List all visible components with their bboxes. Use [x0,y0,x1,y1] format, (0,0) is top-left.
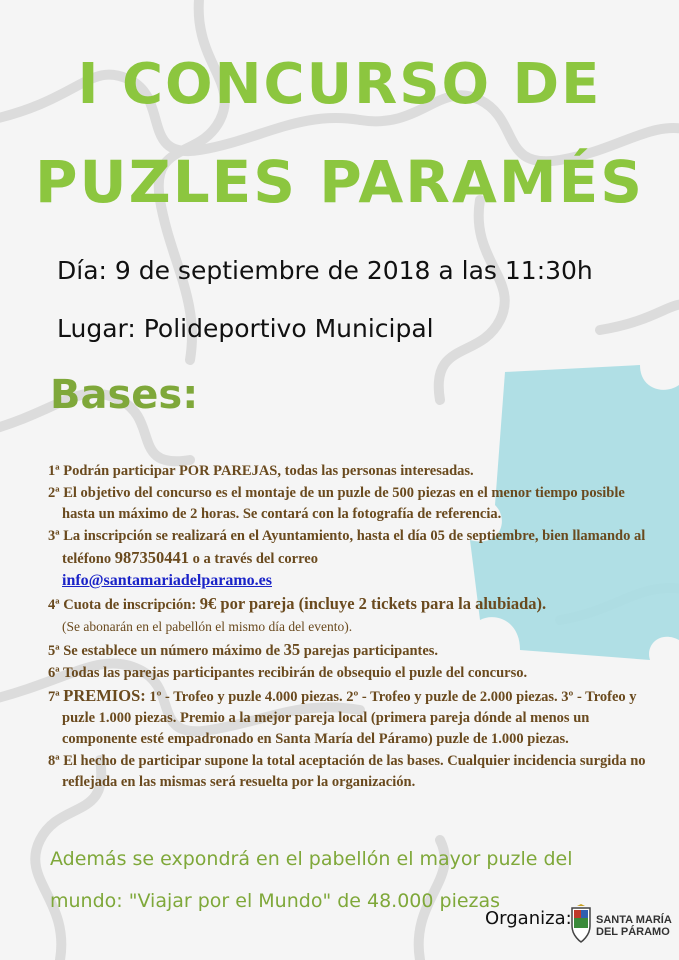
rule-1: 1ª Podrán participar POR PAREJAS, todas las personas interesadas. [48,463,474,479]
rule-4 [48,593,648,638]
rules-list [48,461,648,794]
rule-3-text-end: o a través del correo [189,551,318,567]
rule-7-text: 1º - Trofeo y puzle 4.000 piezas. 2º - Trofeo y puzle de 2.000 piezas. 3º - Trofeo y puzle 1.000 piezas. Premio a la mejor pareja local (primera pareja dónde al menos un componente esté empadronado en Santa María del Páramo) puzle de 1.000 piezas. [62,689,637,747]
title-line-2: PUZLES PARAMÉS [35,148,644,216]
rule-2: 2ª El objetivo del concurso es el montaje de un puzle de 500 piezas en el menor tiempo posible hasta un máximo de 2 horas. Se contará con la fotografía de referencia. [48,485,625,522]
organiza-label: Organiza: [485,908,572,929]
footer-announcement: Además se expondrá en el pabellón el mayor puzle del mundo: "Viajar por el Mundo" de 48.000 piezas [50,848,573,912]
rule-5-text-end: parejas participantes. [300,643,439,659]
event-date: Día: 9 de septiembre de 2018 a las 11:30h [57,256,593,285]
email-link[interactable]: info@santamariadelparamo.es [62,572,272,589]
town-logo-text [596,914,672,938]
rule-4-note: (Se abonarán en el pabellón el mismo día del evento). [62,619,353,634]
rule-7-premios: PREMIOS: [63,686,146,705]
rule-6: 6ª Todas las parejas participantes recibirán de obsequio el puzle del concurso. [48,665,528,681]
rule-8: 8ª El hecho de participar supone la total aceptación de las bases. Cualquier incidencia surgida no reflejada en las mismas será resuelta por la organización. [48,753,646,790]
title-line-1: I CONCURSO DE [77,52,602,117]
rule-3-text: 3ª La inscripción se realizará en el Ayuntamiento, hasta el día 05 de septiembre, bien llamando al teléfono [48,528,646,567]
logo-line-2: DEL PÁRAMO [596,926,670,938]
bases-heading: Bases: [50,372,199,418]
rule-4-text: 4ª Cuota de inscripción: [48,597,200,613]
rule-5 [48,639,648,662]
rule-3 [48,526,648,592]
rule-7-num: 7ª [48,689,64,705]
rule-5-text: 5ª Se establece un número máximo de [48,643,284,659]
phone-number: 987350441 [114,548,189,567]
logo-line-1: SANTA MARÍA [596,914,672,926]
rule-5-number: 35 [283,640,301,659]
event-place: Lugar: Polideportivo Municipal [57,314,434,343]
rule-7 [48,685,648,750]
rule-4-price: 9€ por pareja (incluye 2 tickets para la alubiada). [199,594,547,613]
